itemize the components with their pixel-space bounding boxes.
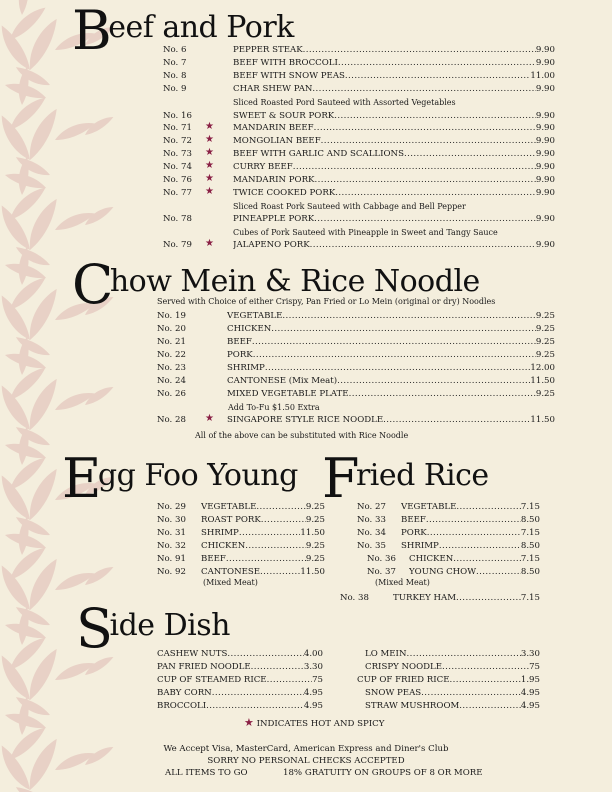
side-item-row [365, 648, 540, 660]
dot-leader [453, 553, 521, 565]
item-name: SNOW PEAS [365, 688, 422, 698]
menu-item-row [357, 514, 540, 526]
item-name: MONGOLIAN BEEF [233, 136, 321, 146]
dot-leader [314, 122, 536, 134]
item-line [401, 514, 540, 526]
chow-mein-title: Chow Mein & Rice Noodle [72, 253, 480, 316]
item-line [365, 648, 540, 660]
item-number: No. 21 [157, 337, 186, 347]
item-number: No. 77 [163, 188, 192, 198]
dot-leader [312, 83, 535, 95]
efy-mixed-meat: (Mixed Meat) [203, 578, 258, 587]
item-name: VEGETABLE [201, 502, 257, 512]
item-price: 4.95 [520, 688, 540, 698]
dot-leader [314, 213, 536, 225]
item-name: BEEF WITH BROCCOLI [233, 58, 338, 68]
item-price: 9.25 [305, 554, 325, 564]
dot-leader [271, 323, 536, 335]
item-price: 7.15 [520, 554, 540, 564]
item-number: No. 28 [157, 415, 186, 425]
side-item-row [365, 687, 540, 699]
dot-leader [267, 674, 312, 686]
item-line [227, 323, 555, 335]
dot-leader [321, 135, 536, 147]
item-name: CANTONESE (Mix Meat) [227, 376, 338, 386]
menu-item-row [163, 110, 555, 122]
menu-item-row [157, 336, 555, 348]
item-line [401, 501, 540, 513]
item-price: 9.25 [305, 515, 325, 525]
dot-leader [252, 336, 536, 348]
menu-item-row [357, 540, 540, 552]
dot-leader [338, 57, 536, 69]
dot-leader [303, 44, 536, 56]
leaf-border [0, 0, 160, 792]
item-number: No. 72 [163, 136, 192, 146]
item-line [401, 527, 540, 539]
item-line [365, 700, 540, 712]
item-number: No. 16 [163, 111, 192, 121]
dot-leader [310, 239, 536, 251]
item-name: CRISPY NOODLE [365, 662, 442, 672]
menu-item-row [163, 187, 555, 199]
item-line [227, 349, 555, 361]
dot-leader [427, 527, 521, 539]
menu-item-row [157, 375, 555, 387]
item-line [233, 161, 555, 173]
item-number: No. 29 [157, 502, 186, 512]
star-icon: ★ [244, 716, 254, 729]
item-name: SINGAPORE STYLE RICE NOODLE [227, 415, 384, 425]
item-price: 9.25 [535, 324, 555, 334]
item-number: No. 26 [157, 389, 186, 399]
dot-leader [226, 553, 306, 565]
menu-item-row [157, 501, 325, 513]
side-item-row [157, 648, 323, 660]
note-twice-cooked-pork: Sliced Roast Pork Sauteed with Cabbage and Bell Pepper [233, 202, 466, 211]
item-number: No. 33 [357, 515, 386, 525]
item-name: MANDARIN BEEF [233, 123, 314, 133]
item-name: SHRIMP [201, 528, 239, 538]
item-line [157, 674, 323, 686]
item-price: 9.90 [535, 240, 555, 250]
menu-item-row [340, 592, 540, 604]
item-number: No. 23 [157, 363, 186, 373]
dot-leader [212, 687, 304, 699]
item-price: 8.50 [520, 541, 540, 551]
item-price: 4.95 [303, 701, 323, 711]
item-name: SHRIMP [227, 363, 265, 373]
item-number: No. 35 [357, 541, 386, 551]
menu-item-row [163, 174, 555, 186]
item-name: CURRY BEEF [233, 162, 293, 172]
menu-item-row [163, 148, 555, 160]
item-name: MIXED VEGETABLE PLATE [227, 389, 349, 399]
item-name: SHRIMP [401, 541, 439, 551]
item-number: No. 74 [163, 162, 192, 172]
item-line [233, 213, 555, 225]
dot-leader [345, 70, 530, 82]
item-price: 7.15 [520, 593, 540, 603]
item-line [233, 110, 555, 122]
item-price: 9.90 [535, 175, 555, 185]
dot-leader [282, 310, 535, 322]
item-price: 9.90 [535, 111, 555, 121]
dot-leader [334, 110, 536, 122]
no-checks: SORRY NO PERSONAL CHECKS ACCEPTED [207, 756, 405, 766]
side-item-row [157, 674, 323, 686]
item-price: 9.25 [535, 350, 555, 360]
cards-accepted: We Accept Visa, MasterCard, American Express and Diner's Club [163, 744, 449, 754]
item-name: CUP OF FRIED RICE [357, 675, 450, 685]
dot-leader [426, 514, 521, 526]
item-line [227, 310, 555, 322]
menu-item-row [357, 527, 540, 539]
item-price: 4.00 [303, 649, 323, 659]
item-number: No. 78 [163, 214, 192, 224]
side-item-row [157, 687, 323, 699]
item-price: 11.50 [530, 376, 555, 386]
dot-leader [421, 687, 521, 699]
item-price: 75 [529, 662, 540, 672]
dot-leader [261, 514, 306, 526]
item-price: 8.50 [520, 567, 540, 577]
star-icon: ★ [205, 173, 214, 184]
item-line [201, 566, 325, 578]
item-line [233, 239, 555, 251]
star-icon: ★ [205, 413, 214, 424]
item-line [357, 674, 540, 686]
item-line [227, 375, 555, 387]
egg-foo-young-title: Egg Foo Young [62, 447, 298, 510]
item-name: PAN FRIED NOODLE [157, 662, 251, 672]
item-number: No. 34 [357, 528, 386, 538]
item-line [233, 148, 555, 160]
menu-item-row [157, 514, 325, 526]
all-items-to-go: ALL ITEMS TO GO [165, 768, 248, 778]
note-pineapple-pork: Cubes of Pork Sauteed with Pineapple in Sweet and Tangy Sauce [233, 228, 498, 237]
item-price: 11.50 [530, 415, 555, 425]
dot-leader [456, 592, 521, 604]
item-number: No. 27 [357, 502, 386, 512]
item-line [365, 687, 540, 699]
dot-leader [406, 648, 520, 660]
item-number: No. 20 [157, 324, 186, 334]
dot-leader [314, 174, 535, 186]
menu-item-row [157, 414, 555, 426]
item-name: CHICKEN [201, 541, 246, 551]
item-number: No. 37 [367, 567, 396, 577]
item-name: PEPPER STEAK [233, 45, 303, 55]
fr-mixed-meat: (Mixed Meat) [375, 578, 430, 587]
item-price: 9.25 [535, 311, 555, 321]
item-line [233, 83, 555, 95]
item-name: TWICE COOKED PORK [233, 188, 336, 198]
item-number: No. 91 [157, 554, 186, 564]
item-name: VEGETABLE [227, 311, 283, 321]
dot-leader [253, 349, 536, 361]
item-price: 9.25 [305, 502, 325, 512]
gratuity-note: 18% GRATUITY ON GROUPS OF 8 OR MORE [283, 768, 483, 778]
item-number: No. 32 [157, 541, 186, 551]
item-price: 1.95 [520, 675, 540, 685]
dot-leader [227, 648, 303, 660]
dot-leader [265, 362, 531, 374]
item-line [201, 553, 325, 565]
side-item-row [357, 674, 540, 686]
menu-item-row [367, 566, 540, 578]
item-number: No. 36 [367, 554, 396, 564]
side-item-row [157, 661, 323, 673]
dot-leader [456, 501, 520, 513]
item-line [365, 661, 540, 673]
menu-item-row [157, 310, 555, 322]
item-name: PINEAPPLE PORK [233, 214, 315, 224]
dot-leader [245, 540, 306, 552]
item-line [233, 70, 555, 82]
item-line [233, 187, 555, 199]
item-number: No. 79 [163, 240, 192, 250]
item-number: No. 71 [163, 123, 192, 133]
beef-pork-title: Beef and Pork [72, 0, 294, 62]
star-icon: ★ [205, 238, 214, 249]
tofu-note: Add To-Fu $1.50 Extra [228, 403, 320, 412]
menu-item-row [163, 83, 555, 95]
side-item-row [157, 700, 323, 712]
item-name: MANDARIN PORK [233, 175, 315, 185]
item-price: 4.95 [520, 701, 540, 711]
menu-item-row [157, 323, 555, 335]
item-name: CHICKEN [409, 554, 454, 564]
item-name: STRAW MUSHROOM [365, 701, 460, 711]
item-number: No. 9 [163, 84, 187, 94]
star-icon: ★ [205, 160, 214, 171]
item-number: No. 76 [163, 175, 192, 185]
item-name: SWEET & SOUR PORK [233, 111, 335, 121]
menu-item-row [157, 527, 325, 539]
item-line [227, 362, 555, 374]
item-price: 11.00 [530, 71, 555, 81]
dot-leader [335, 187, 536, 199]
item-name: TURKEY HAM [393, 593, 457, 603]
item-line [157, 687, 323, 699]
item-name: BEEF [201, 554, 226, 564]
item-price: 9.25 [535, 337, 555, 347]
item-line [233, 57, 555, 69]
item-line [233, 44, 555, 56]
menu-item-row [163, 135, 555, 147]
leaf-icon [16, 0, 32, 16]
rice-noodle-note: All of the above can be substituted with Rice Noodle [195, 431, 409, 440]
note-char-shew-pan: Sliced Roasted Pord Sauteed with Assorted Vegetables [233, 98, 456, 107]
dot-leader [439, 540, 521, 552]
item-line [201, 514, 325, 526]
item-name: BEEF [227, 337, 252, 347]
item-number: No. 19 [157, 311, 186, 321]
hot-spicy-legend: ★ INDICATES HOT AND SPICY [244, 716, 385, 729]
item-line [227, 388, 555, 400]
star-icon: ★ [205, 147, 214, 158]
menu-item-row [157, 566, 325, 578]
item-name: BROCCOLI [157, 701, 207, 711]
item-name: LO MEIN [365, 649, 407, 659]
item-name: CHAR SHEW PAN [233, 84, 313, 94]
item-price: 11.50 [300, 567, 325, 577]
item-name: JALAPENO PORK [233, 240, 310, 250]
item-line [157, 648, 323, 660]
item-name: CASHEW NUTS [157, 649, 228, 659]
item-price: 9.90 [535, 214, 555, 224]
item-name: CHICKEN [227, 324, 272, 334]
item-price: 9.90 [535, 84, 555, 94]
item-line [157, 661, 323, 673]
dot-leader [293, 161, 536, 173]
menu-item-row [163, 239, 555, 251]
item-line [233, 135, 555, 147]
item-number: No. 7 [163, 58, 187, 68]
item-price: 9.90 [535, 188, 555, 198]
item-price: 7.15 [520, 502, 540, 512]
item-name: VEGETABLE [401, 502, 457, 512]
item-number: No. 92 [157, 567, 186, 577]
item-price: 9.90 [535, 45, 555, 55]
menu-item-row [163, 161, 555, 173]
item-price: 12.00 [530, 363, 555, 373]
dot-leader [251, 661, 304, 673]
item-line [227, 414, 555, 426]
item-price: 75 [312, 675, 323, 685]
menu-item-row [157, 553, 325, 565]
item-price: 8.50 [520, 515, 540, 525]
menu-item-row [367, 553, 540, 565]
menu-item-row [163, 122, 555, 134]
item-line [401, 540, 540, 552]
item-price: 9.25 [535, 389, 555, 399]
item-name: PORK [401, 528, 427, 538]
side-item-row [365, 661, 540, 673]
item-name: BEEF [401, 515, 426, 525]
item-number: No. 6 [163, 45, 187, 55]
item-number: No. 22 [157, 350, 186, 360]
menu-item-row [163, 44, 555, 56]
item-number: No. 73 [163, 149, 192, 159]
item-price: 9.25 [305, 541, 325, 551]
item-price: 4.95 [303, 688, 323, 698]
item-name: CANTONESE [201, 567, 261, 577]
dot-leader [337, 375, 530, 387]
dot-leader [383, 414, 530, 426]
item-price: 7.15 [520, 528, 540, 538]
item-price: 9.90 [535, 136, 555, 146]
item-line [409, 553, 540, 565]
item-number: No. 38 [340, 593, 369, 603]
item-line [227, 336, 555, 348]
menu-item-row [157, 540, 325, 552]
dot-leader [450, 674, 521, 686]
item-price: 9.90 [535, 58, 555, 68]
item-name: BEEF WITH GARLIC AND SCALLIONS [233, 149, 404, 159]
star-icon: ★ [205, 121, 214, 132]
item-line [201, 527, 325, 539]
item-price: 3.30 [303, 662, 323, 672]
dot-leader [404, 148, 536, 160]
item-number: No. 24 [157, 376, 186, 386]
dot-leader [256, 501, 305, 513]
side-dish-title: Side Dish [76, 597, 230, 660]
dot-leader [476, 566, 521, 578]
item-line [201, 540, 325, 552]
item-number: No. 31 [157, 528, 186, 538]
item-line [157, 700, 323, 712]
side-item-row [365, 700, 540, 712]
item-price: 9.90 [535, 149, 555, 159]
item-name: PORK [227, 350, 253, 360]
fried-rice-title: Fried Rice [322, 447, 489, 510]
item-line [201, 501, 325, 513]
menu-item-row [163, 57, 555, 69]
menu-item-row [157, 388, 555, 400]
item-name: BABY CORN [157, 688, 212, 698]
item-name: ROAST PORK [201, 515, 261, 525]
dot-leader [459, 700, 521, 712]
item-name: BEEF WITH SNOW PEAS [233, 71, 345, 81]
dot-leader [206, 700, 304, 712]
item-name: CUP OF STEAMED RICE [157, 675, 267, 685]
dot-leader [442, 661, 529, 673]
dot-leader [239, 527, 301, 539]
item-price: 3.30 [520, 649, 540, 659]
item-line [409, 566, 540, 578]
star-icon: ★ [205, 186, 214, 197]
menu-item-row [157, 349, 555, 361]
item-number: No. 30 [157, 515, 186, 525]
menu-item-row [157, 362, 555, 374]
dot-leader [349, 388, 536, 400]
item-name: YOUNG CHOW [409, 567, 477, 577]
item-price: 9.90 [535, 162, 555, 172]
menu-item-row [163, 70, 555, 82]
item-line [233, 122, 555, 134]
item-number: No. 8 [163, 71, 187, 81]
item-price: 9.90 [535, 123, 555, 133]
item-line [233, 174, 555, 186]
menu-item-row [163, 213, 555, 225]
menu-item-row [357, 501, 540, 513]
item-line [393, 592, 540, 604]
item-price: 11.50 [300, 528, 325, 538]
chow-mein-subtitle: Served with Choice of either Crispy, Pan Fried or Lo Mein (original or dry) Noodles [157, 297, 496, 306]
star-icon: ★ [205, 134, 214, 145]
dot-leader [260, 566, 300, 578]
